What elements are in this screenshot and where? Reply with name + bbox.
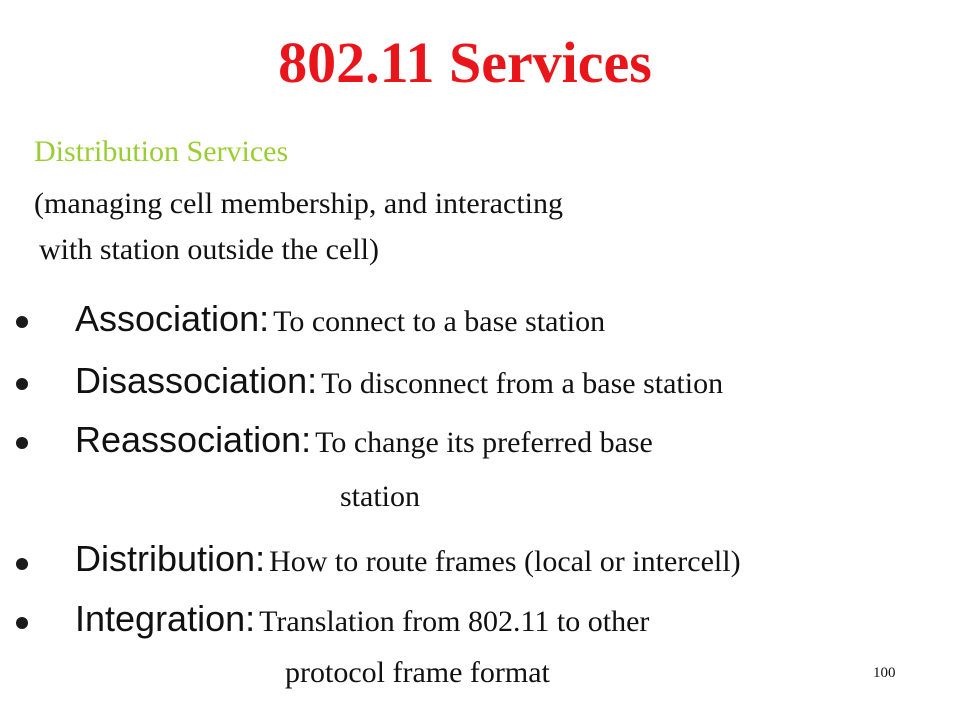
description-line-2: with station outside the cell) <box>39 233 379 266</box>
bullet-term: Disassociation: <box>75 360 318 401</box>
description <box>34 181 563 273</box>
bullet-definition: To disconnect from a base station <box>321 367 724 400</box>
bullet-term: Distribution: <box>75 538 266 579</box>
bullet-definition: To change its preferred base <box>315 426 653 459</box>
bullet-definition: How to route frames (local or intercell) <box>269 545 741 578</box>
bullet-dot-icon <box>16 558 28 570</box>
bullet-continuation: protocol frame format <box>285 656 550 689</box>
bullet-continuation: station <box>340 480 420 513</box>
bullet-dot-icon <box>16 378 28 390</box>
description-line-1: (managing cell membership, and interacting <box>34 187 563 220</box>
bullet-dot-icon <box>16 617 28 629</box>
subheading: Distribution Services <box>34 135 289 168</box>
bullet-dot-icon <box>16 437 28 449</box>
bullet-term: Reassociation: <box>75 419 312 460</box>
page-number: 100 <box>873 665 896 681</box>
slide-title: 802.11 Services <box>278 30 652 95</box>
bullet-term: Association: <box>75 298 270 339</box>
bullet-dot-icon <box>16 316 28 328</box>
bullet-definition: Translation from 802.11 to other <box>259 605 650 638</box>
bullet-term: Integration: <box>75 598 256 639</box>
bullet-definition: To connect to a base station <box>273 305 606 338</box>
